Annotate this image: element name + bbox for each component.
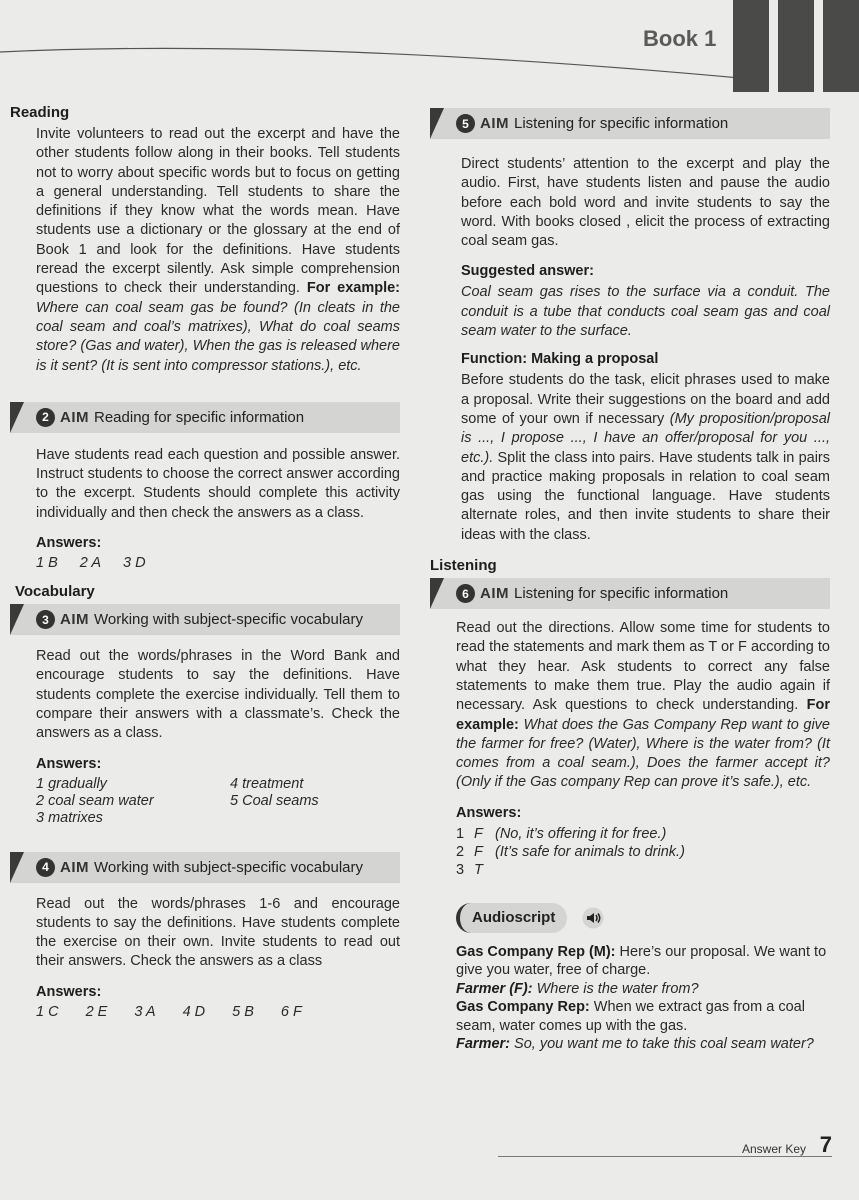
audioscript-line: Farmer: So, you want me to take this coal seam water? [456, 1036, 814, 1053]
aim-3-banner: 3 AIM Working with subject-specific vocabulary [10, 604, 400, 635]
answers-label: Answers: [456, 804, 522, 821]
function-label: Function: Making a proposal [461, 351, 659, 368]
aim-6-paragraph: Read out the directions. Allow some time for students to read the statements and mark them as T or F according to what they hear. Ask students to correct any false statements to make them true. Play the audio again if necessary. Ask questions to check understanding. For example: What does the Gas Company Rep want to give the farmer for free? (Water), Where is the water from? (It comes from a coal seam.), Does the farmer accept it? (Only if the Gas company Rep can prove it’s safe.), etc. [456, 620, 830, 791]
answer-row: 2 F (It’s safe for animals to drink.) [456, 843, 685, 860]
aim-label: Working with subject-specific vocabulary [94, 611, 363, 629]
header-tab-bars [733, 0, 859, 92]
aim-4-answers [36, 1004, 400, 1020]
answer-item: 1 B [36, 555, 58, 572]
vocabulary-heading: Vocabulary [15, 583, 95, 601]
answer-item: 3 matrixes [36, 809, 103, 826]
answer-item: 4 treatment [230, 775, 304, 792]
function-paragraph: Before students do the task, elicit phrases used to make a proposal. Write their suggestions on the board and add some of your own if necessary (My proposition/proposal is ..., I propose ..., I have an offer/proposal for you ..., etc.). Split the class into pairs. Have students talk in pairs and practice making proposals in relation to coal seam gas using the functional language. Have students alternate roles, and then invite students to share their ideas with the class. [461, 372, 830, 543]
audioscript-label: Audioscript [456, 903, 567, 933]
answer-item: 6 F [280, 1003, 302, 1020]
audioscript-header [456, 903, 830, 933]
aim-5-paragraph: Direct students’ attention to the excerpt and play the audio. First, have students listen and pause the audio before each bold word and invite students to say the word. With books closed , elicit the process of extracting coal seam gas. [461, 156, 830, 250]
answers-label: Answers: [36, 983, 102, 1000]
aim-6-banner: 6 AIM Listening for specific information [430, 578, 830, 609]
answer-item: 2 coal seam water [36, 792, 154, 809]
answer-item: 3 D [123, 555, 146, 572]
reading-heading: Reading [10, 104, 70, 121]
answer-row: 1 F (No, it’s offering it for free.) [456, 825, 667, 842]
answer-item: 2 A [79, 555, 101, 572]
answer-item: 5 B [232, 1003, 254, 1020]
speaker-icon[interactable] [582, 907, 604, 929]
aim-label: Listening for specific information [514, 115, 729, 132]
aim-4-paragraph: Read out the words/phrases 1-6 and encourage students to say the definitions. Have students complete the exercise on their own. Invite students to read out their answers. Check the answers as a class [36, 895, 400, 970]
aim-label: Reading for specific information [94, 408, 305, 426]
audioscript-line: Gas Company Rep: When we extract gas from a coal seam, water comes up with the gas. [456, 999, 805, 1034]
suggested-answer-text: Coal seam gas rises to the surface via a conduit. The conduit is a tube that conducts coal seam gas and coal seam water to the surface. [461, 284, 830, 340]
audioscript-line: Farmer (F): Where is the water from? [456, 980, 699, 997]
aim-6-answers [456, 825, 830, 879]
audioscript-line: Gas Company Rep (M): Here’s our proposal. We want to give you water, free of charge. [456, 943, 827, 979]
answer-item: 3 A [134, 1003, 156, 1020]
answer-item: 1 gradually [36, 775, 107, 792]
aim-3-paragraph: Read out the words/phrases in the Word Bank and encourage students to say the definitions. Have students complete the exercise individually. Tell them to compare their answers with a classmate’s. Check the answers as a class. [36, 648, 400, 742]
answers-label: Answers: [36, 755, 102, 772]
answer-item: 5 Coal seams [230, 792, 319, 809]
aim-2-answers [36, 555, 400, 571]
aim-5-banner: 5 AIM Listening for specific information [430, 108, 830, 139]
answer-item: 1 C [36, 1003, 59, 1020]
aim-label: Listening for specific information [514, 585, 729, 603]
aim-2-banner: 2 AIM Reading for specific information [10, 402, 400, 433]
page-footer [498, 1132, 832, 1160]
audioscript-text [456, 943, 830, 1054]
footer-label: Answer Key [741, 1142, 806, 1156]
aim-label: Working with subject-specific vocabulary [94, 858, 363, 876]
answer-item: 4 D [182, 1003, 206, 1020]
suggested-answer-label: Suggested answer: [461, 263, 594, 280]
answers-label: Answers: [36, 535, 102, 552]
right-column [430, 108, 830, 1054]
aim-3-answers [36, 776, 400, 826]
listening-heading: Listening [430, 557, 497, 575]
answer-item: 2 E [85, 1003, 108, 1020]
answer-row: 3 T [456, 861, 483, 878]
page-number: 7 [819, 1132, 832, 1157]
header-curve-rule [0, 0, 740, 80]
book-title: Book 1 [643, 26, 717, 51]
aim-number: 2 [36, 408, 55, 427]
aim-4-banner: 4 AIM Working with subject-specific vocabulary [10, 852, 400, 883]
aim-2-paragraph: Have students read each question and possible answer. Instruct students to choose the correct answer according to the excerpt. Students should complete this activity individually and then check the answers as a class. [36, 446, 400, 521]
reading-paragraph: Invite volunteers to read out the excerpt and have the other students follow along in their books. Tell students not to worry about specific words but to focus on getting a general understanding. Tell students to share the definitions if they know what the words mean. Have students use a dictionary or the glossary at the end of Book 1 and look for the definitions. Have students reread the excerpt silently. Ask simple comprehension questions to check their understanding. For example: Where can coal seam gas be found? (In cleats in the coal seam and coal’s matrixes), What do coal seams store? (Gas and water), When the gas is released where is it sent? (It is sent into compressor stations.), etc. [36, 126, 401, 374]
left-column [10, 104, 400, 1020]
